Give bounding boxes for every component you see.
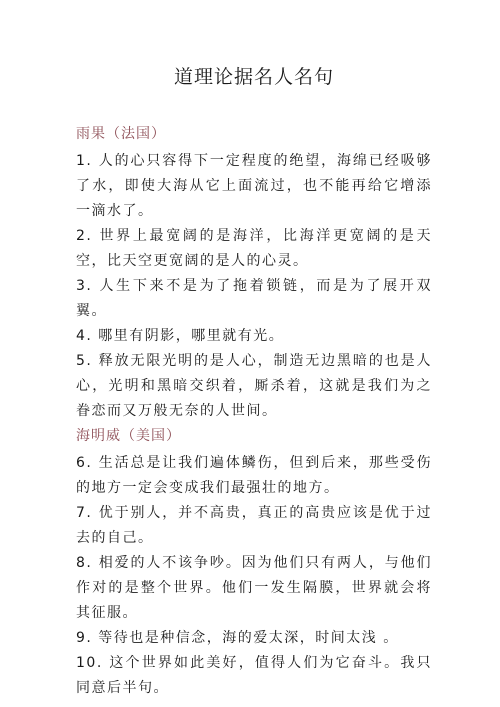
quote-item: 7. 优于别人，并不高贵，真正的高贵应该是优于过去的自己。 (76, 505, 432, 546)
quote-item: 6. 生活总是让我们遍体鳞伤，但到后来，那些受伤的地方一定会变成我们最强壮的地方。 (76, 455, 432, 496)
quote-item: 2. 世界上最宽阔的是海洋，比海洋更宽阔的是天空，比天空更宽阔的是人的心灵。 (76, 228, 432, 269)
section-hemingway (76, 424, 432, 701)
quote-item: 5. 释放无限光明的是人心，制造无边黑暗的也是人心，光明和黑暗交织着，厮杀着，这就是我们为之眷恋而又万般无奈的人世间。 (76, 353, 432, 419)
quote-item: 9. 等待也是种信念，海的爱太深，时间太浅 。 (76, 630, 399, 646)
document-title: 道理论据名人名句 (173, 66, 334, 88)
quote-item: 3. 人生下来不是为了拖着锁链，而是为了展开双翼。 (76, 278, 432, 319)
quote-item: 1. 人的心只容得下一定程度的绝望，海绵已经吸够了水，即使大海从它上面流过，也不能再给它增添一滴水了。 (76, 153, 432, 219)
author-heading: 海明威（美国） (76, 428, 181, 444)
author-heading: 雨果（法国） (76, 126, 166, 142)
section-hugo (76, 122, 432, 424)
quote-item: 8. 相爱的人不该争吵。因为他们只有两人，与他们作对的是整个世界。他们一发生隔膜，世界就会将其征服。 (76, 555, 432, 621)
quote-item: 10. 这个世界如此美好，值得人们为它奋斗。我只同意后半句。 (76, 655, 432, 696)
quote-item: 4. 哪里有阴影，哪里就有光。 (76, 328, 285, 344)
